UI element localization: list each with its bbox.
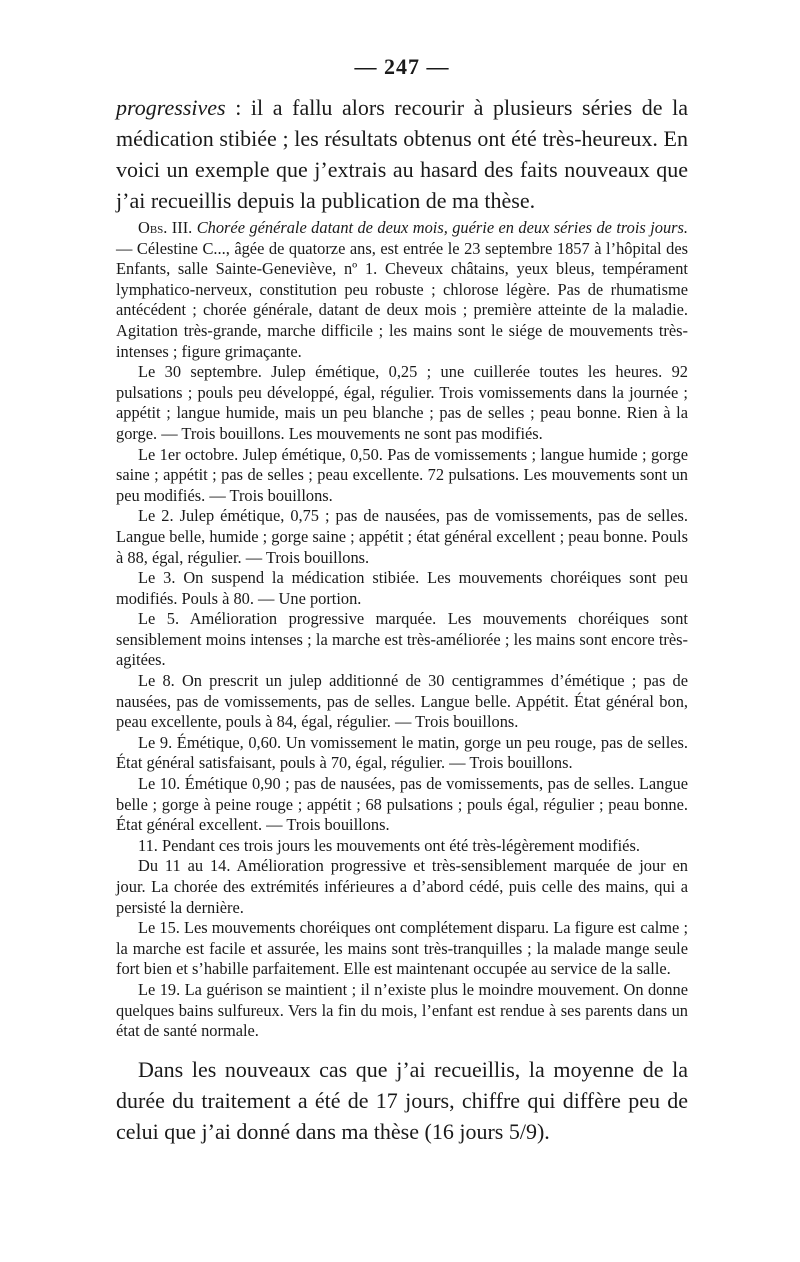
observation-text: — Célestine C..., âgée de quatorze ans, est entrée le 23 septembre 1857 à l’hôpital des Enfants, salle Sainte-Geneviève, nº 1. Cheveux châtains, yeux bleus, tempérament lymphatico-nerveux, constitution peu robuste ; chlorose légère. Pas de rhumatisme antécédent ; chorée générale, datant de deux mois ; première atteinte de la maladie. Agitation très-grande, marche difficile ; les mains sont le siége de mouvements très-intenses ; figure grimaçante. xyxy=(116,238,688,361)
page-number: — 247 — xyxy=(354,54,450,79)
entry-sep-30: Le 30 septembre. Julep émétique, 0,25 ; une cuillerée toutes les heures. 92 pulsations ; pouls peu développé, égal, régulier. Trois vomissements dans la journée ; appétit ; langue humide, mais un peu blanche ; pas de selles ; peau bonne. Rien à la gorge. — Trois bouillons. Les mouvements ne sont pas modifiés. xyxy=(116,362,688,443)
intro-text: : il a fallu alors recourir à plusieurs séries de la médication stibiée ; les résultats obtenus ont été très-heureux. En voici un exemple que j’extrais au hasard des faits nouveaux que j’ai recueillis depuis la publication de ma thèse. xyxy=(116,95,688,213)
entry-oct-9: Le 9. Émétique, 0,60. Un vomissement le matin, gorge un peu rouge, pas de selles. État général satisfaisant, pouls à 70, égal, régulier. — Trois bouillons. xyxy=(116,732,688,773)
observation-title: Chorée générale datant de deux mois, guérie en deux séries de trois jours. xyxy=(196,218,689,237)
entry-oct-15: Le 15. Les mouvements choréiques ont complétement disparu. La figure est calme ; la marche est facile et assurée, les mains sont très-tranquilles ; la malade mange seule fort bien et s’habille parfaitement. Elle est maintenant occupée au service de la salle. xyxy=(116,918,688,979)
entry-oct-3: Le 3. On suspend la médication stibiée. Les mouvements choréiques sont peu modifiés. Pouls à 80. — Une portion. xyxy=(116,568,688,608)
intro-paragraph xyxy=(116,92,688,216)
entry-oct-11: 11. Pendant ces trois jours les mouvements ont été très-légèrement modifiés. xyxy=(138,835,640,855)
intro-lead-word: progressives xyxy=(116,95,226,120)
entry-oct-2: Le 2. Julep émétique, 0,75 ; pas de nausées, pas de vomissements, pas de selles. Langue belle, humide ; gorge saine ; appétit ; état général excellent ; peau bonne. Pouls à 88, égal, régulier. — Trois bouillons. xyxy=(116,506,688,567)
entry-oct-10: Le 10. Émétique 0,90 ; pas de nausées, pas de vomissements, pas de selles. Langue belle ; gorge à peine rouge ; appétit ; 68 pulsations ; pouls égal, régulier ; peau bonne. État général excellent. — Trois bouillons. xyxy=(116,774,688,835)
conclusion-paragraph: Dans les nouveaux cas que j’ai recueillis, la moyenne de la durée du traitement a été de 17 jours, chiffre qui diffère peu de celui que j’ai donné dans ma thèse (16 jours 5/9). xyxy=(116,1056,688,1144)
entry-oct-19: Le 19. La guérison se maintient ; il n’existe plus le moindre mouvement. On donne quelques bains sulfureux. Vers la fin du mois, l’enfant est rendue à ses parents dans un état de santé normale. xyxy=(116,979,688,1041)
entry-oct-8: Le 8. On prescrit un julep additionné de 30 centigrammes d’émétique ; pas de nausées, pas de vomissements, pas de selles. Langue belle. Appétit. État général bon, peau excellente, pouls à 84, égal, régulier. — Trois bouillons. xyxy=(116,671,688,732)
entry-oct-11-14: Du 11 au 14. Amélioration progressive et très-sensiblement marquée de jour en jour. La chorée des extrémités inférieures a d’abord cédé, puis celle des mains, qui a persisté la dernière. xyxy=(116,856,688,917)
entry-oct-1: Le 1er octobre. Julep émétique, 0,50. Pas de vomissements ; langue humide ; gorge saine ; appétit ; pas de selles ; peau excellente. 72 pulsations. Les mouvements sont un peu modifiés. — Trois bouillons. xyxy=(116,444,688,505)
observation-label: Obs. III. xyxy=(138,218,193,237)
observation-header xyxy=(116,218,688,362)
entry-oct-5: Le 5. Amélioration progressive marquée. Les mouvements choréiques sont sensiblement moins intenses ; la marche est très-améliorée ; les mains sont encore très-agitées. xyxy=(116,609,688,670)
